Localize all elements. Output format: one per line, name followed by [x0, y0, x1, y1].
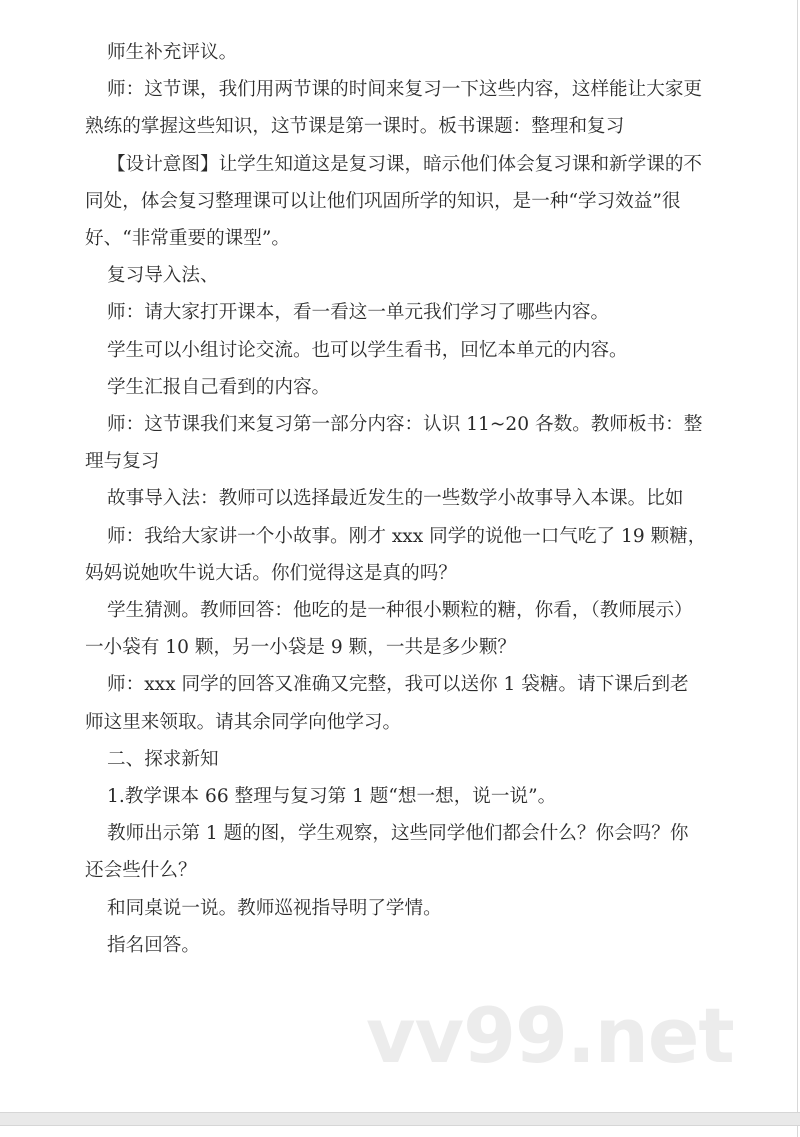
- paragraph: 学生猜测。教师回答：他吃的是一种很小颗粒的糖，你看，（教师展示）一小袋有 10 颗，另一小袋是 9 颗，一共是多少颗？: [85, 600, 693, 659]
- page-separator: [0, 1112, 800, 1126]
- paragraph: 【设计意图】让学生知道这是复习课，暗示他们体会复习课和新学课的不同处，体会复习整理课可以让他们巩固所学的知识，是一种“学习效益”很好、“非常重要的课型”。: [85, 153, 703, 250]
- paragraph: 师：xxx 同学的回答又准确又完整，我可以送你 1 袋糖。请下课后到老师这里来领取。请其余同学向他学习。: [85, 674, 689, 733]
- paragraph: 教师出示第 1 题的图，学生观察，这些同学他们都会什么？你会吗？你还会些什么？: [85, 823, 689, 882]
- paragraph: 复习导入法、: [107, 265, 219, 287]
- paragraph: 指名回答。: [107, 934, 200, 956]
- paragraph: 师生补充评议。: [107, 42, 238, 63]
- section-heading: 二、探求新知: [107, 748, 219, 770]
- watermark: vv99.net: [366, 991, 734, 1080]
- paragraph: 故事导入法：教师可以选择最近发生的一些数学小故事导入本课。比如: [107, 488, 684, 510]
- paragraph: 和同桌说一说。教师巡视指导明了学情。: [107, 897, 442, 919]
- paragraph: 学生可以小组讨论交流。也可以学生看书，回忆本单元的内容。: [107, 339, 628, 361]
- paragraph: 师：这节课，我们用两节课的时间来复习一下这些内容，这样能让大家更熟练的掌握这些知识，这节课是第一课时。板书课题：整理和复习: [85, 79, 703, 138]
- page-content: [85, 34, 707, 964]
- paragraph: 1.教学课本 66 整理与复习第 1 题“想一想，说一说”。: [107, 786, 557, 808]
- next-page-top: [0, 1126, 798, 1137]
- paragraph: 师：请大家打开课本，看一看这一单元我们学习了哪些内容。: [107, 302, 610, 324]
- paragraph: 师：我给大家讲一个小故事。刚才 xxx 同学的说他一口气吃了 19 颗糖，妈妈说她吹牛说大话。你们觉得这是真的吗？: [85, 525, 707, 584]
- paragraph: 学生汇报自己看到的内容。: [107, 376, 331, 398]
- paragraph: 师：这节课我们来复习第一部分内容：认识 11~20 各数。教师板书：整理与复习: [85, 414, 703, 473]
